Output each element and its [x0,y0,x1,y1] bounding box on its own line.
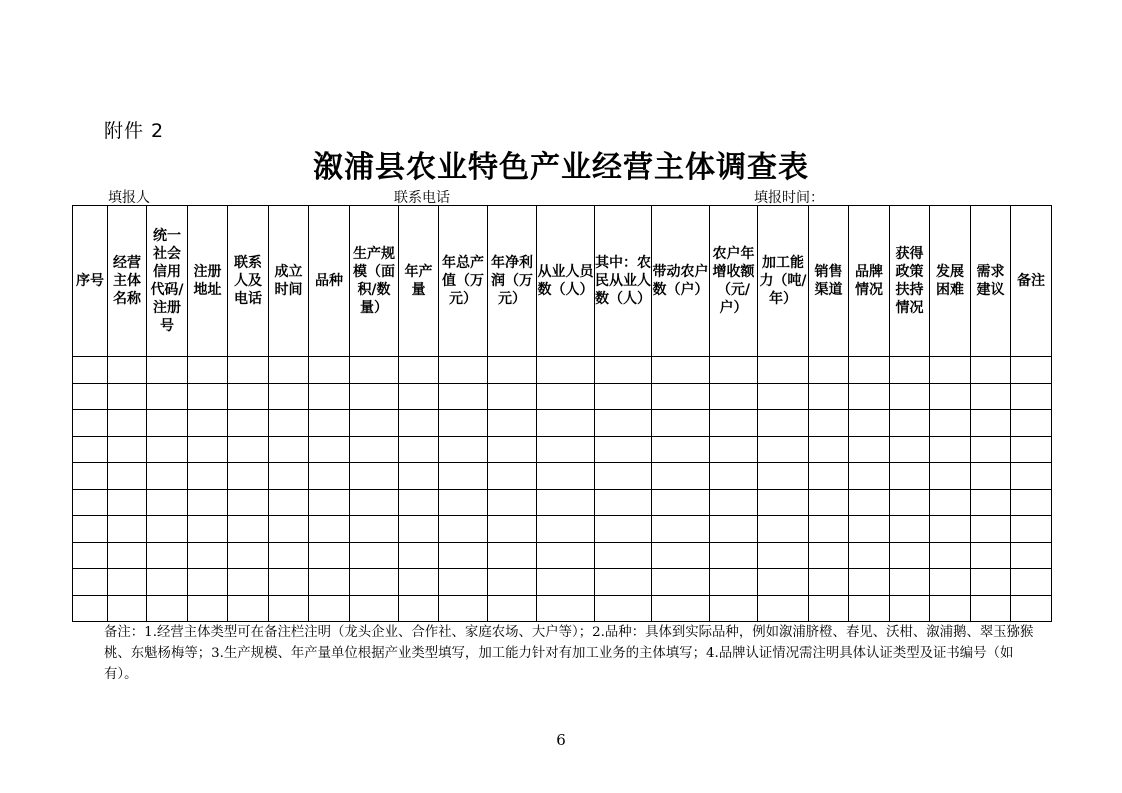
table-cell[interactable] [309,410,350,437]
table-cell[interactable] [488,595,537,622]
table-cell[interactable] [652,436,710,463]
table-cell[interactable] [188,489,228,516]
attachment-label: 附件 2 [104,120,165,142]
table-cell[interactable] [1011,569,1052,596]
table-cell[interactable] [309,516,350,543]
table-cell[interactable] [809,542,849,569]
table-cell[interactable] [147,569,188,596]
table-cell[interactable] [1011,410,1052,437]
table-cell[interactable] [399,383,439,410]
table-cell[interactable] [930,516,971,543]
table-cell[interactable] [849,569,890,596]
table-cell[interactable] [890,410,930,437]
table-cell[interactable] [652,542,710,569]
table-cell[interactable] [537,463,595,490]
column-header: 带动农户数（户） [652,206,710,357]
table-cell[interactable] [809,436,849,463]
table-cell[interactable] [350,410,399,437]
column-header: 品牌情况 [849,206,890,357]
column-header: 成立时间 [269,206,309,357]
table-cell[interactable] [73,542,108,569]
table-cell[interactable] [537,383,595,410]
table-cell[interactable] [269,516,309,543]
column-header: 年总产值（万元） [439,206,488,357]
table-cell[interactable] [758,595,809,622]
table-cell[interactable] [971,542,1011,569]
table-cell[interactable] [309,383,350,410]
table-cell[interactable] [849,436,890,463]
table-cell[interactable] [147,383,188,410]
table-cell[interactable] [188,516,228,543]
column-header: 销售渠道 [809,206,849,357]
table-cell[interactable] [188,436,228,463]
column-header: 其中：农民从业人数（人） [595,206,652,357]
table-cell[interactable] [595,357,652,384]
table-cell[interactable] [488,436,537,463]
table-cell[interactable] [758,542,809,569]
table-cell[interactable] [595,595,652,622]
table-cell[interactable] [399,489,439,516]
table-cell[interactable] [108,489,147,516]
table-cell[interactable] [1011,383,1052,410]
table-cell[interactable] [147,463,188,490]
table-cell[interactable] [269,569,309,596]
table-cell[interactable] [147,357,188,384]
table-cell[interactable] [108,569,147,596]
table-cell[interactable] [890,489,930,516]
table-cell[interactable] [488,383,537,410]
table-cell[interactable] [758,410,809,437]
table-cell[interactable] [188,542,228,569]
table-cell[interactable] [188,569,228,596]
table-cell[interactable] [930,595,971,622]
table-cell[interactable] [73,410,108,437]
table-cell[interactable] [269,489,309,516]
table-cell[interactable] [73,516,108,543]
table-cell[interactable] [188,410,228,437]
table-cell[interactable] [652,516,710,543]
table-cell[interactable] [188,463,228,490]
table-cell[interactable] [930,383,971,410]
column-header: 统一社会信用代码/注册号 [147,206,188,357]
table-cell[interactable] [147,595,188,622]
table-cell[interactable] [758,436,809,463]
column-header: 年净利润（万元） [488,206,537,357]
table-cell[interactable] [399,436,439,463]
table-cell[interactable] [537,410,595,437]
column-header: 生产规模（面积/数量） [350,206,399,357]
table-cell[interactable] [350,383,399,410]
table-cell[interactable] [73,357,108,384]
table-cell[interactable] [930,357,971,384]
header-row [73,206,1052,357]
table-cell[interactable] [309,542,350,569]
table-cell[interactable] [188,383,228,410]
table-cell[interactable] [849,595,890,622]
column-header: 获得政策扶持情况 [890,206,930,357]
table-cell[interactable] [930,410,971,437]
table-cell[interactable] [930,542,971,569]
table-cell[interactable] [971,357,1011,384]
table-cell[interactable] [809,410,849,437]
table-cell[interactable] [228,410,269,437]
table-cell[interactable] [537,595,595,622]
table-cell[interactable] [595,463,652,490]
table-cell[interactable] [971,383,1011,410]
table-cell[interactable] [350,569,399,596]
table-cell[interactable] [309,357,350,384]
page-number: 6 [556,731,566,749]
table-cell[interactable] [147,489,188,516]
table-row [73,357,1052,384]
table-cell[interactable] [228,569,269,596]
table-cell[interactable] [108,516,147,543]
table-row [73,569,1052,596]
table-cell[interactable] [710,569,758,596]
table-cell[interactable] [537,516,595,543]
table-cell[interactable] [758,383,809,410]
table-cell[interactable] [309,463,350,490]
table-cell[interactable] [269,383,309,410]
table-cell[interactable] [537,489,595,516]
table-cell[interactable] [537,569,595,596]
table-cell[interactable] [537,357,595,384]
table-cell[interactable] [890,569,930,596]
phone-label: 联系电话 [394,190,450,206]
column-header: 年产量 [399,206,439,357]
table-cell[interactable] [269,410,309,437]
column-header: 从业人员数（人） [537,206,595,357]
table-cell[interactable] [758,489,809,516]
column-header: 注册地址 [188,206,228,357]
table-cell[interactable] [147,436,188,463]
table-row [73,383,1052,410]
table-cell[interactable] [890,595,930,622]
table-cell[interactable] [809,595,849,622]
table-cell[interactable] [595,436,652,463]
table-cell[interactable] [595,569,652,596]
table-cell[interactable] [228,436,269,463]
table-cell[interactable] [710,410,758,437]
table-cell[interactable] [269,436,309,463]
table-cell[interactable] [399,463,439,490]
table-cell[interactable] [1011,595,1052,622]
table-cell[interactable] [890,383,930,410]
table-cell[interactable] [930,489,971,516]
table-cell[interactable] [488,516,537,543]
table-cell[interactable] [108,595,147,622]
table-cell[interactable] [971,463,1011,490]
table-cell[interactable] [710,383,758,410]
column-header: 品种 [309,206,350,357]
table-cell[interactable] [350,436,399,463]
table-cell[interactable] [809,489,849,516]
table-cell[interactable] [108,542,147,569]
column-header: 备注 [1011,206,1052,357]
table-cell[interactable] [399,569,439,596]
table-cell[interactable] [809,516,849,543]
table-cell[interactable] [710,542,758,569]
table-cell[interactable] [537,436,595,463]
document-title: 溆浦县农业特色产业经营主体调查表 [313,150,809,185]
table-cell[interactable] [809,569,849,596]
table-cell[interactable] [1011,542,1052,569]
table-cell[interactable] [73,383,108,410]
table-cell[interactable] [652,595,710,622]
table-cell[interactable] [971,569,1011,596]
table-cell[interactable] [309,436,350,463]
table-cell[interactable] [399,357,439,384]
table-cell[interactable] [758,516,809,543]
table-cell[interactable] [228,489,269,516]
table-cell[interactable] [108,410,147,437]
table-cell[interactable] [188,595,228,622]
table-cell[interactable] [890,436,930,463]
table-cell[interactable] [73,489,108,516]
table-cell[interactable] [488,463,537,490]
table-cell[interactable] [595,542,652,569]
table-cell[interactable] [849,410,890,437]
table-cell[interactable] [1011,436,1052,463]
table-cell[interactable] [309,489,350,516]
table-row [73,595,1052,622]
table-cell[interactable] [849,383,890,410]
column-header: 需求建议 [971,206,1011,357]
table-cell[interactable] [228,463,269,490]
table-cell[interactable] [595,516,652,543]
table-cell[interactable] [849,489,890,516]
table-cell[interactable] [228,542,269,569]
table-cell[interactable] [488,569,537,596]
table-cell[interactable] [108,383,147,410]
table-cell[interactable] [595,410,652,437]
table-cell[interactable] [971,516,1011,543]
table-cell[interactable] [439,489,488,516]
table-cell[interactable] [439,383,488,410]
table-cell[interactable] [488,357,537,384]
table-cell[interactable] [269,463,309,490]
table-cell[interactable] [147,516,188,543]
table-cell[interactable] [710,489,758,516]
table-cell[interactable] [710,516,758,543]
table-cell[interactable] [350,542,399,569]
column-header: 加工能力（吨/年） [758,206,809,357]
table-row [73,463,1052,490]
table-cell[interactable] [399,542,439,569]
table-cell[interactable] [849,516,890,543]
table-cell[interactable] [849,542,890,569]
table-cell[interactable] [73,569,108,596]
table-cell[interactable] [228,595,269,622]
table-cell[interactable] [488,489,537,516]
table-cell[interactable] [1011,516,1052,543]
table-cell[interactable] [309,595,350,622]
table-cell[interactable] [350,516,399,543]
table-cell[interactable] [228,516,269,543]
table-cell[interactable] [809,357,849,384]
table-cell[interactable] [595,489,652,516]
table-cell[interactable] [73,436,108,463]
table-cell[interactable] [758,569,809,596]
column-header: 经营主体名称 [108,206,147,357]
table-cell[interactable] [228,357,269,384]
date-label: 填报时间： [754,190,824,206]
table-cell[interactable] [758,357,809,384]
table-cell[interactable] [890,516,930,543]
table-cell[interactable] [269,542,309,569]
table-cell[interactable] [399,595,439,622]
table-cell[interactable] [890,463,930,490]
table-cell[interactable] [652,489,710,516]
table-cell[interactable] [439,463,488,490]
table-cell[interactable] [269,595,309,622]
footnotes: 备注：1.经营主体类型可在备注栏注明（龙头企业、合作社、家庭农场、大户等）；2.品种：具体到实际品种，例如溆浦脐橙、春见、沃柑、溆浦鹅、翠玉猕猴桃、东魁杨梅等；3.生产规模、年产量单位根据产业类型填写，加工能力针对有加工业务的主体填写；4.品牌认证情况需注明具体认证类型及证书编号（如有）。 [104,625,1034,682]
table-cell[interactable] [108,436,147,463]
table-cell[interactable] [971,595,1011,622]
table-cell[interactable] [309,569,350,596]
table-cell[interactable] [488,542,537,569]
table-cell[interactable] [595,383,652,410]
table-cell[interactable] [652,463,710,490]
table-cell[interactable] [269,357,309,384]
table-cell[interactable] [1011,489,1052,516]
table-cell[interactable] [652,410,710,437]
table-row [73,489,1052,516]
column-header: 发展困难 [930,206,971,357]
table-cell[interactable] [930,436,971,463]
table-row [73,410,1052,437]
table-cell[interactable] [710,463,758,490]
table-cell[interactable] [147,410,188,437]
table-cell[interactable] [228,383,269,410]
table-cell[interactable] [758,463,809,490]
table-cell[interactable] [439,357,488,384]
table-cell[interactable] [439,569,488,596]
table-cell[interactable] [439,595,488,622]
table-cell[interactable] [710,357,758,384]
table-row [73,542,1052,569]
table-cell[interactable] [809,383,849,410]
table-cell[interactable] [971,410,1011,437]
table-cell[interactable] [350,595,399,622]
table-cell[interactable] [147,542,188,569]
table-cell[interactable] [971,489,1011,516]
table-cell[interactable] [108,463,147,490]
table-cell[interactable] [188,357,228,384]
table-cell[interactable] [849,463,890,490]
table-cell[interactable] [809,463,849,490]
table-cell[interactable] [890,357,930,384]
table-cell[interactable] [890,542,930,569]
table-cell[interactable] [930,569,971,596]
table-cell[interactable] [710,436,758,463]
table-cell[interactable] [439,410,488,437]
table-cell[interactable] [399,410,439,437]
table-cell[interactable] [439,516,488,543]
table-cell[interactable] [350,463,399,490]
table-cell[interactable] [439,436,488,463]
table-cell[interactable] [73,463,108,490]
table-cell[interactable] [930,463,971,490]
table-cell[interactable] [488,410,537,437]
table-cell[interactable] [710,595,758,622]
table-cell[interactable] [849,357,890,384]
table-cell[interactable] [652,383,710,410]
table-cell[interactable] [537,542,595,569]
table-cell[interactable] [971,436,1011,463]
table-cell[interactable] [652,357,710,384]
table-cell[interactable] [652,569,710,596]
table-cell[interactable] [1011,357,1052,384]
survey-table [72,205,1052,622]
column-header: 序号 [73,206,108,357]
table-cell[interactable] [350,489,399,516]
table-row [73,436,1052,463]
column-header: 联系人及电话 [228,206,269,357]
column-header: 农户年增收额（元/户） [710,206,758,357]
table-row [73,516,1052,543]
reporter-label: 填报人 [108,190,150,206]
table-cell[interactable] [73,595,108,622]
table-cell[interactable] [399,516,439,543]
table-cell[interactable] [350,357,399,384]
table-cell[interactable] [108,357,147,384]
table-cell[interactable] [1011,463,1052,490]
table-cell[interactable] [439,542,488,569]
